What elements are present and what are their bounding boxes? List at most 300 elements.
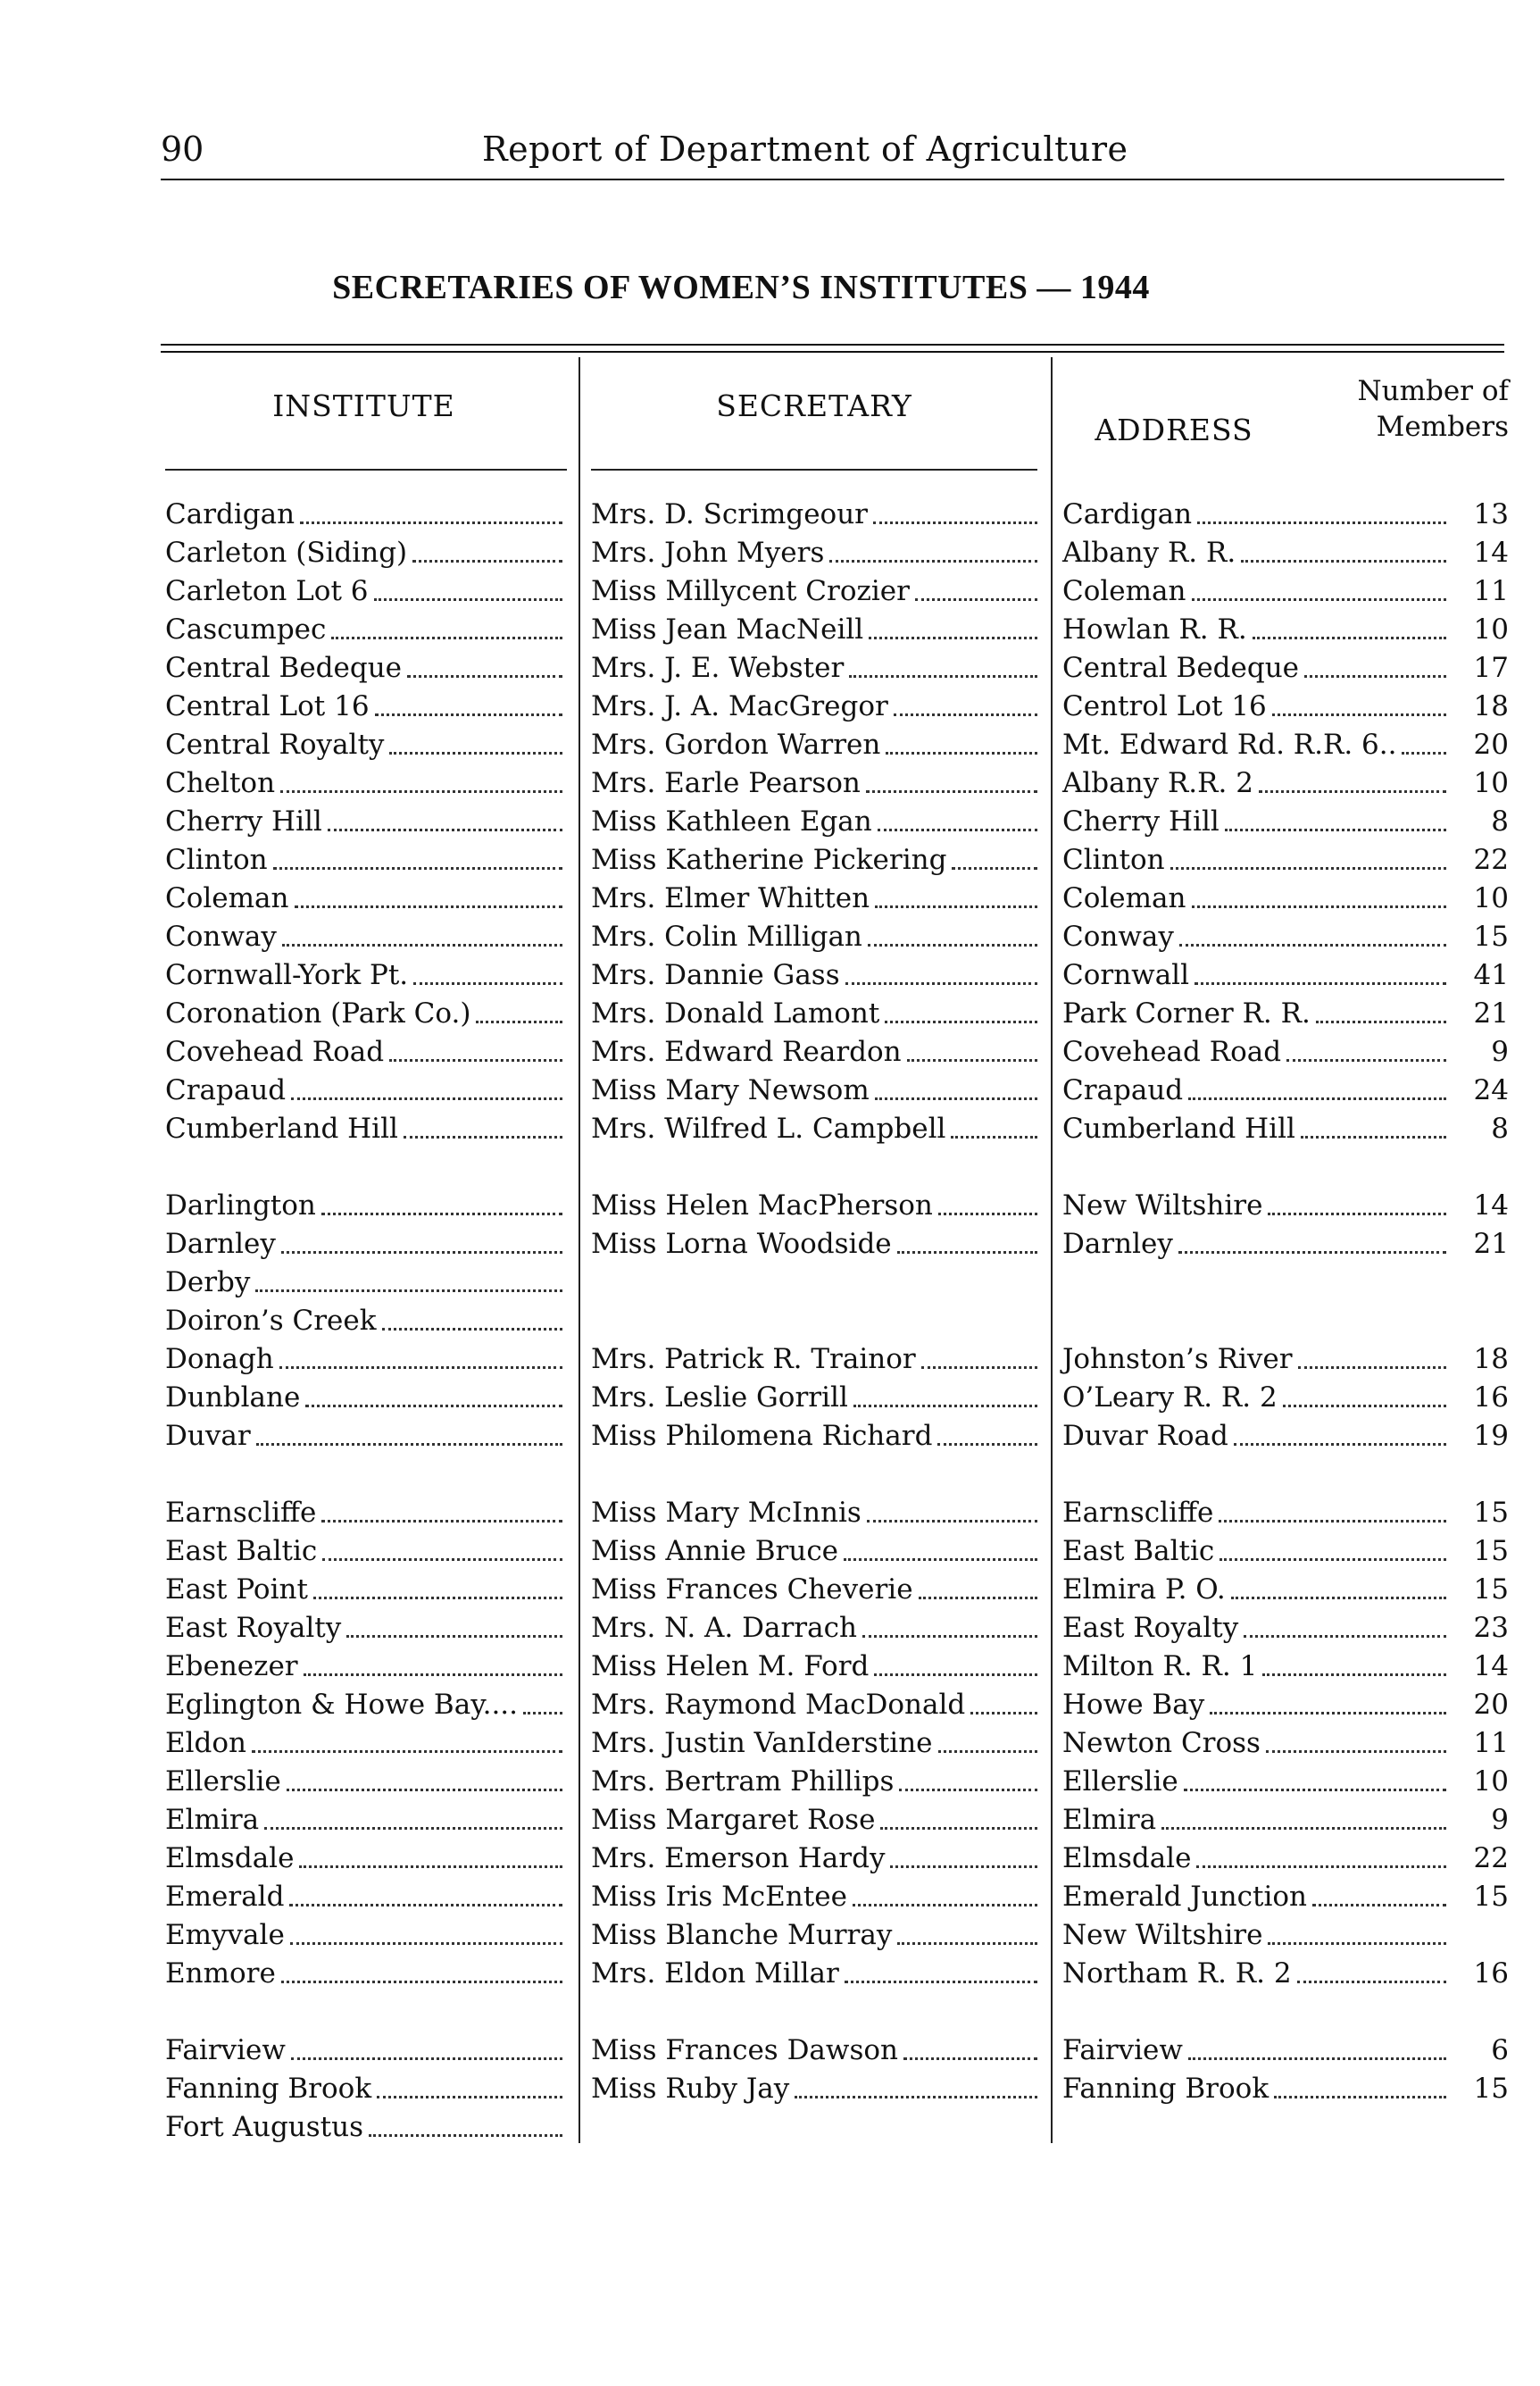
- secretary-cell-text: Miss Katherine Pickering: [591, 844, 947, 876]
- address-cell-text: East Royalty: [1062, 1612, 1239, 1644]
- secretary-cell-text: Mrs. John Myers: [591, 537, 825, 569]
- leader-dots: [1195, 982, 1446, 985]
- secretary-cell: [591, 995, 1037, 1033]
- secretary-cell: [591, 764, 1037, 803]
- running-title: Report of Department of Agriculture: [482, 129, 1128, 169]
- leader-dots: [853, 1405, 1037, 1407]
- institute-cell: [165, 1379, 562, 1417]
- leader-dots: [795, 2096, 1037, 2098]
- secretary-cell-text: Mrs. Colin Milligan: [591, 921, 862, 953]
- institute-cell-text: Coleman: [165, 882, 289, 914]
- address-cell-text: Northam R. R. 2: [1062, 1957, 1292, 1990]
- secretary-cell: [591, 1379, 1037, 1417]
- address-cell-text: Centrol Lot 16: [1062, 690, 1267, 722]
- secretary-cell: [591, 649, 1037, 688]
- leader-dots: [970, 1712, 1037, 1714]
- secretary-cell: [591, 1955, 1037, 1993]
- table-row: [0, 1302, 1540, 1340]
- leader-dots: [375, 713, 562, 716]
- table-row: [0, 534, 1540, 572]
- institute-cell-text: Fanning Brook: [165, 2073, 372, 2105]
- table-row: [0, 1724, 1540, 1763]
- leader-dots: [845, 982, 1037, 985]
- leader-dots: [1231, 1597, 1446, 1599]
- members-count: 20: [1473, 1689, 1509, 1721]
- institute-cell-text: Doiron’s Creek: [165, 1305, 377, 1337]
- leader-dots: [1161, 1827, 1446, 1830]
- address-cell: [1062, 1878, 1446, 1916]
- table-row: [0, 1033, 1540, 1072]
- members-count: [1451, 1264, 1509, 1302]
- leader-dots: [313, 1597, 562, 1599]
- secretary-cell-text: Miss Mary Newsom: [591, 1074, 870, 1106]
- secretary-cell-text: Mrs. N. A. Darrach: [591, 1612, 857, 1644]
- address-cell: [1062, 1302, 1446, 1340]
- institute-cell: [165, 688, 562, 726]
- table-row: [0, 1494, 1540, 1532]
- leader-dots: [346, 1635, 562, 1638]
- secretary-cell: [591, 1033, 1037, 1072]
- address-cell-text: O’Leary R. R. 2: [1062, 1381, 1278, 1414]
- leader-dots: [287, 1789, 562, 1791]
- address-cell: [1062, 1840, 1446, 1878]
- address-cell: [1062, 2070, 1446, 2108]
- secretary-cell: [591, 1110, 1037, 1148]
- table-row: [0, 688, 1540, 726]
- address-cell-text: Earnscliffe: [1062, 1497, 1214, 1529]
- secretary-cell-text: Mrs. Eldon Millar: [591, 1957, 839, 1990]
- secretary-cell-text: Miss Lorna Woodside: [591, 1228, 892, 1260]
- institute-cell: [165, 918, 562, 956]
- table-row: [0, 1225, 1540, 1264]
- header-rule: [161, 179, 1504, 180]
- institute-cell-text: Ellerslie: [165, 1765, 281, 1798]
- address-cell-text: Covehead Road: [1062, 1036, 1282, 1068]
- institute-cell-text: Elmsdale: [165, 1842, 295, 1874]
- table-row: [0, 2070, 1540, 2108]
- secretary-cell-text: Mrs. Earle Pearson: [591, 767, 861, 799]
- address-cell: [1062, 2031, 1446, 2070]
- leader-dots: [404, 1136, 562, 1139]
- address-cell-text: Cumberland Hill: [1062, 1113, 1295, 1145]
- address-cell-text: Cornwall: [1062, 959, 1190, 991]
- leader-dots: [279, 1366, 562, 1369]
- secretary-cell: [591, 2108, 1037, 2147]
- leader-dots: [1188, 1097, 1446, 1100]
- secretary-cell: [591, 803, 1037, 841]
- secretary-cell: [591, 688, 1037, 726]
- leader-dots: [915, 598, 1037, 601]
- leader-dots: [878, 829, 1037, 831]
- leader-dots: [938, 1213, 1037, 1215]
- secretary-cell-text: Mrs. D. Scrimgeour: [591, 498, 868, 530]
- leader-dots: [1297, 1981, 1446, 1983]
- leader-dots: [255, 1289, 562, 1292]
- members-count: 15: [1473, 921, 1509, 953]
- secretary-cell: [591, 1302, 1037, 1340]
- secretary-cell: [591, 956, 1037, 995]
- institute-cell: [165, 726, 562, 764]
- institute-cell: [165, 1648, 562, 1686]
- members-count: 41: [1473, 959, 1509, 991]
- address-cell: [1062, 1955, 1446, 1993]
- secretary-cell: [591, 1225, 1037, 1264]
- table-row: [0, 2031, 1540, 2070]
- members-count: 11: [1473, 575, 1509, 607]
- address-cell: [1062, 611, 1446, 649]
- leader-dots: [1266, 1750, 1446, 1753]
- institute-cell: [165, 1532, 562, 1571]
- leader-dots: [252, 1750, 562, 1753]
- leader-dots: [921, 1366, 1037, 1369]
- address-cell-text: New Wiltshire: [1062, 1189, 1263, 1222]
- secretary-cell-text: Mrs. Gordon Warren: [591, 729, 881, 761]
- leader-dots: [1219, 1520, 1446, 1523]
- institute-cell-text: Donagh: [165, 1343, 274, 1375]
- address-cell: [1062, 572, 1446, 611]
- leader-dots: [295, 905, 563, 908]
- table-row: [0, 1110, 1540, 1148]
- address-cell: [1062, 1033, 1446, 1072]
- leader-dots: [389, 1059, 562, 1062]
- institute-cell: [165, 1686, 562, 1724]
- address-cell: [1062, 995, 1446, 1033]
- institute-cell-text: Dunblane: [165, 1381, 301, 1414]
- members-count: 15: [1473, 1535, 1509, 1567]
- leader-dots: [407, 675, 562, 678]
- address-cell-text: Coleman: [1062, 575, 1186, 607]
- leader-dots: [1304, 675, 1446, 678]
- address-cell: [1062, 726, 1446, 764]
- table-row: [0, 995, 1540, 1033]
- institute-cell: [165, 1110, 562, 1148]
- institute-cell: [165, 995, 562, 1033]
- institutes-table: [0, 496, 1540, 2147]
- table-row: [0, 572, 1540, 611]
- secretary-cell: [591, 2070, 1037, 2108]
- table-row: [0, 1532, 1540, 1571]
- leader-dots: [523, 1712, 562, 1714]
- institute-cell-text: Emerald: [165, 1881, 285, 1913]
- secretary-cell: [591, 1648, 1037, 1686]
- institute-cell: [165, 1571, 562, 1609]
- leader-dots: [377, 2096, 562, 2098]
- address-cell: [1062, 880, 1446, 918]
- secretary-cell: [591, 611, 1037, 649]
- institute-cell: [165, 1801, 562, 1840]
- address-cell-text: Howlan R. R.: [1062, 613, 1247, 646]
- address-cell: [1062, 1609, 1446, 1648]
- leader-dots: [897, 1942, 1037, 1945]
- group-spacer: [0, 1993, 1540, 2031]
- address-cell-text: Cherry Hill: [1062, 805, 1220, 838]
- address-cell-text: Milton R. R. 1: [1062, 1650, 1258, 1682]
- leader-dots: [845, 1981, 1037, 1983]
- address-cell-text: Elmsdale: [1062, 1842, 1192, 1874]
- members-count: 15: [1473, 2073, 1509, 2105]
- members-count: 17: [1473, 652, 1509, 684]
- leader-dots: [862, 1635, 1037, 1638]
- secretary-cell: [591, 1686, 1037, 1724]
- secretary-cell-text: Miss Millycent Crozier: [591, 575, 910, 607]
- address-cell-text: Central Bedeque: [1062, 652, 1300, 684]
- leader-dots: [291, 2057, 562, 2060]
- members-header-line2: Members: [1376, 411, 1509, 443]
- leader-dots: [867, 1520, 1037, 1523]
- table-row: [0, 1801, 1540, 1840]
- address-cell-text: Emerald Junction: [1062, 1881, 1308, 1913]
- leader-dots: [413, 982, 562, 985]
- members-count: 22: [1473, 844, 1509, 876]
- leader-dots: [952, 867, 1037, 870]
- institute-cell: [165, 1417, 562, 1456]
- secretary-cell: [591, 534, 1037, 572]
- address-cell-text: Coleman: [1062, 882, 1186, 914]
- secretary-cell-text: Miss Margaret Rose: [591, 1804, 876, 1836]
- address-cell: [1062, 2108, 1446, 2147]
- institute-cell-text: Cumberland Hill: [165, 1113, 398, 1145]
- secretary-cell: [591, 880, 1037, 918]
- table-row: [0, 1379, 1540, 1417]
- address-cell: [1062, 1916, 1446, 1955]
- table-top-rule-2: [161, 351, 1504, 353]
- address-cell-text: Ellerslie: [1062, 1765, 1178, 1798]
- secretary-cell: [591, 1801, 1037, 1840]
- leader-dots: [1188, 2057, 1446, 2060]
- members-count: 14: [1473, 1189, 1509, 1222]
- members-count: 15: [1473, 1573, 1509, 1606]
- members-count: 13: [1473, 498, 1509, 530]
- institute-cell-text: Fort Augustus: [165, 2111, 364, 2143]
- institute-cell: [165, 1763, 562, 1801]
- secretary-cell-text: Miss Annie Bruce: [591, 1535, 839, 1567]
- address-cell: [1062, 1532, 1446, 1571]
- table-row: [0, 1609, 1540, 1648]
- page-header: [161, 129, 1504, 174]
- institute-cell: [165, 1955, 562, 1993]
- address-cell: [1062, 688, 1446, 726]
- institute-cell-text: Clinton: [165, 844, 268, 876]
- members-count: 10: [1473, 1765, 1509, 1798]
- leader-dots: [886, 752, 1037, 755]
- secretary-cell-text: Mrs. Edward Reardon: [591, 1036, 902, 1068]
- address-cell-text: Clinton: [1062, 844, 1165, 876]
- address-cell: [1062, 649, 1446, 688]
- leader-dots: [322, 1558, 562, 1561]
- institute-cell-text: East Baltic: [165, 1535, 318, 1567]
- institute-cell-text: Covehead Road: [165, 1036, 385, 1068]
- address-cell: [1062, 803, 1446, 841]
- leader-dots: [1274, 2096, 1446, 2098]
- leader-dots: [897, 1251, 1037, 1254]
- leader-dots: [938, 1750, 1037, 1753]
- leader-dots: [1196, 1865, 1446, 1868]
- institute-cell-text: Darlington: [165, 1189, 316, 1222]
- address-cell: [1062, 1264, 1446, 1302]
- secretary-cell-text: Miss Kathleen Egan: [591, 805, 872, 838]
- address-cell: [1062, 1379, 1446, 1417]
- leader-dots: [299, 1865, 562, 1868]
- address-cell-text: Mt. Edward Rd. R.R. 6..: [1062, 729, 1397, 761]
- address-cell: [1062, 918, 1446, 956]
- members-count: 8: [1491, 805, 1509, 838]
- leader-dots: [1272, 713, 1446, 716]
- address-cell-text: Cardigan: [1062, 498, 1193, 530]
- address-cell: [1062, 1187, 1446, 1225]
- secretary-cell-text: Miss Blanche Murray: [591, 1919, 893, 1951]
- institute-cell-text: Earnscliffe: [165, 1497, 317, 1529]
- leader-dots: [849, 675, 1037, 678]
- institute-cell-text: Carleton (Siding): [165, 537, 408, 569]
- leader-dots: [300, 521, 562, 524]
- members-count: 20: [1473, 729, 1509, 761]
- institute-cell: [165, 1072, 562, 1110]
- leader-dots: [331, 637, 562, 639]
- address-cell-text: Crapaud: [1062, 1074, 1184, 1106]
- institute-cell-text: Emyvale: [165, 1919, 285, 1951]
- secretary-cell-text: Mrs. Emerson Hardy: [591, 1842, 886, 1874]
- institute-cell-text: Cardigan: [165, 498, 296, 530]
- leader-dots: [273, 867, 562, 870]
- institute-cell-text: Coronation (Park Co.): [165, 997, 471, 1030]
- address-cell-text: Darnley: [1062, 1228, 1173, 1260]
- institute-cell: [165, 1340, 562, 1379]
- members-count: 18: [1473, 690, 1509, 722]
- table-row: [0, 1763, 1540, 1801]
- leader-dots: [264, 1827, 562, 1830]
- table-row: [0, 1187, 1540, 1225]
- leader-dots: [1244, 1635, 1446, 1638]
- leader-dots: [1241, 560, 1446, 563]
- address-cell: [1062, 1417, 1446, 1456]
- address-cell: [1062, 1801, 1446, 1840]
- address-cell-text: Newton Cross: [1062, 1727, 1261, 1759]
- members-count: 21: [1473, 997, 1509, 1030]
- leader-dots: [1262, 1673, 1446, 1676]
- table-row: [0, 880, 1540, 918]
- members-count: 10: [1473, 613, 1509, 646]
- leader-dots: [321, 1213, 562, 1215]
- secretary-cell: [591, 1264, 1037, 1302]
- address-cell: [1062, 1763, 1446, 1801]
- leader-dots: [1234, 1443, 1446, 1446]
- leader-dots: [328, 829, 562, 831]
- secretary-cell: [591, 1763, 1037, 1801]
- leader-dots: [873, 521, 1037, 524]
- secretary-column-header: SECRETARY: [716, 388, 912, 423]
- institute-cell-text: Ebenezer: [165, 1650, 298, 1682]
- leader-dots: [321, 1520, 562, 1523]
- secretary-cell: [591, 572, 1037, 611]
- members-count: 11: [1473, 1727, 1509, 1759]
- leader-dots: [875, 1097, 1037, 1100]
- leader-dots: [866, 790, 1037, 793]
- leader-dots: [885, 1021, 1037, 1023]
- leader-dots: [890, 1865, 1037, 1868]
- members-column-header: [1286, 373, 1509, 445]
- table-title: SECRETARIES OF WOMEN’S INSTITUTES — 1944: [332, 269, 1150, 306]
- members-count: 6: [1491, 2034, 1509, 2066]
- leader-dots: [894, 713, 1037, 716]
- members-count: 8: [1491, 1113, 1509, 1145]
- secretary-cell: [591, 496, 1037, 534]
- secretary-cell-text: Mrs. J. A. MacGregor: [591, 690, 888, 722]
- institute-header-rule: [165, 469, 567, 471]
- leader-dots: [412, 560, 562, 563]
- institute-cell: [165, 1033, 562, 1072]
- leader-dots: [874, 1673, 1037, 1676]
- table-top-rule: [161, 344, 1504, 346]
- address-cell: [1062, 1686, 1446, 1724]
- secretary-cell-text: Miss Frances Dawson: [591, 2034, 898, 2066]
- institute-cell-text: Crapaud: [165, 1074, 287, 1106]
- leader-dots: [907, 1059, 1037, 1062]
- secretary-cell-text: Miss Helen M. Ford: [591, 1650, 870, 1682]
- table-row: [0, 496, 1540, 534]
- institute-cell-text: Derby: [165, 1266, 251, 1298]
- table-row: [0, 1878, 1540, 1916]
- leader-dots: [899, 1789, 1037, 1791]
- institute-cell: [165, 572, 562, 611]
- leader-dots: [880, 1827, 1037, 1830]
- leader-dots: [868, 944, 1037, 947]
- table-row: [0, 956, 1540, 995]
- members-count: 14: [1473, 537, 1509, 569]
- secretary-cell-text: Mrs. Patrick R. Trainor: [591, 1343, 916, 1375]
- secretary-cell: [591, 1187, 1037, 1225]
- table-row: [0, 649, 1540, 688]
- leader-dots: [1225, 829, 1446, 831]
- members-count: [1451, 2108, 1509, 2147]
- secretary-cell-text: Miss Mary McInnis: [591, 1497, 862, 1529]
- leader-dots: [1170, 867, 1446, 870]
- address-cell: [1062, 956, 1446, 995]
- leader-dots: [382, 1328, 562, 1331]
- leader-dots: [280, 790, 562, 793]
- institute-cell: [165, 841, 562, 880]
- leader-dots: [289, 1904, 562, 1906]
- leader-dots: [281, 1981, 562, 1983]
- table-row: [0, 1955, 1540, 1993]
- institute-cell-text: Fairview: [165, 2034, 286, 2066]
- institute-cell-text: Cherry Hill: [165, 805, 322, 838]
- leader-dots: [1268, 1213, 1446, 1215]
- members-count: 14: [1473, 1650, 1509, 1682]
- institute-cell-text: Cascumpec: [165, 613, 327, 646]
- address-cell-text: Fairview: [1062, 2034, 1183, 2066]
- institute-cell-text: Darnley: [165, 1228, 276, 1260]
- leader-dots: [1402, 752, 1446, 755]
- leader-dots: [305, 1405, 562, 1407]
- address-cell-text: East Baltic: [1062, 1535, 1215, 1567]
- address-cell: [1062, 1571, 1446, 1609]
- secretary-cell: [591, 1072, 1037, 1110]
- institute-cell: [165, 2031, 562, 2070]
- secretary-cell-text: Mrs. Dannie Gass: [591, 959, 840, 991]
- members-count: 9: [1491, 1804, 1509, 1836]
- leader-dots: [282, 944, 562, 947]
- members-count: [1451, 1302, 1509, 1340]
- table-row: [0, 1686, 1540, 1724]
- institute-cell-text: Eldon: [165, 1727, 247, 1759]
- leader-dots: [1298, 1366, 1446, 1369]
- members-count: 18: [1473, 1343, 1509, 1375]
- table-row: [0, 803, 1540, 841]
- institute-cell: [165, 764, 562, 803]
- leader-dots: [1268, 1942, 1446, 1945]
- members-count: 24: [1473, 1074, 1509, 1106]
- table-row: [0, 841, 1540, 880]
